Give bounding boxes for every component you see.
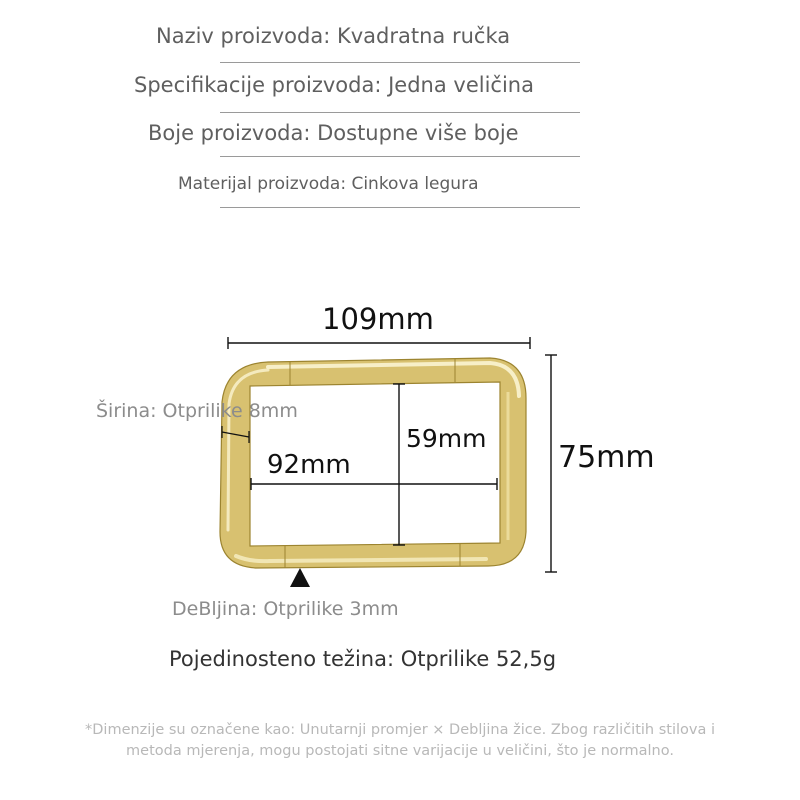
product-material: Materijal proizvoda: Cinkova legura [178,174,479,194]
footnote [20,720,780,762]
outer-width-label: 109mm [322,302,434,336]
inner-height-label: 59mm [406,424,487,453]
outer-height-dimension-line [545,355,557,572]
weight-label: Pojedinosteno težina: Otprilike 52,5g [169,647,557,671]
thickness-label: DeBljina: Otprilike 3mm [172,598,399,620]
outer-width-dimension-line [228,337,530,349]
footnote-line-2: metoda mjerenja, mogu postojati sitne varijacije u veličini, što je normalno. [126,743,674,759]
footnote-line-1: *Dimenzije su označene kao: Unutarnji promjer × Debljina žice. Zbog različitih stilova i [85,722,715,738]
product-specification: Specifikacije proizvoda: Jedna veličina [134,73,534,97]
thickness-arrow-icon [290,568,310,587]
inner-width-label: 92mm [267,450,351,480]
inner-height-dimension-line [393,384,405,545]
outer-height-label: 75mm [558,440,655,475]
product-name: Naziv proizvoda: Kvadratna ručka [156,24,511,48]
product-colors: Boje proizvoda: Dostupne više boje [148,121,519,145]
rectangle-buckle [220,358,526,568]
bar-width-label: Širina: Otprilike 8mm [96,400,298,422]
